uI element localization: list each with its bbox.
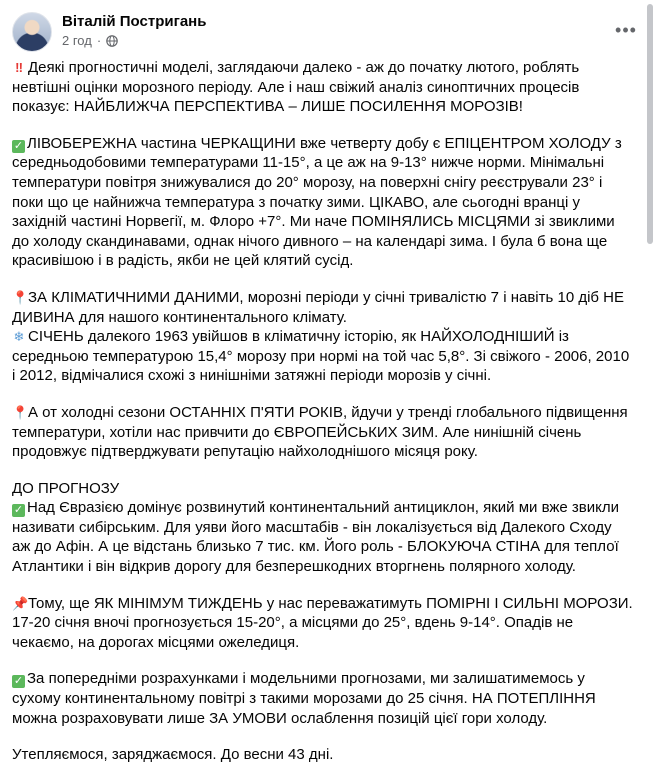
- paragraph-text: Утепляємося, заряджаємося. До весни 43 дні.: [12, 746, 334, 764]
- round-pin-icon: 📍: [12, 404, 29, 420]
- avatar[interactable]: [12, 12, 52, 52]
- check-mark-icon: ✓: [13, 139, 24, 152]
- more-options-icon[interactable]: •••: [615, 19, 637, 40]
- post-paragraph: [12, 134, 634, 271]
- check-mark-icon: ✓: [13, 675, 24, 688]
- snowflake-icon: ❄: [13, 329, 25, 345]
- post-meta: 2 год ·: [62, 33, 118, 48]
- post-paragraph: [12, 498, 634, 576]
- round-pin-icon: 📍: [12, 289, 29, 305]
- paragraph-text: Тому, ще ЯК МІНІМУМ ТИЖДЕНЬ у нас переважатимуть ПОМІРНІ І СИЛЬНІ МОРОЗИ. 17-20 січня вночі прогнозується 15-20°, а місцями до 25°, вдень 9-14°. Опадів не чекаємо, на дорогах місцями ожеледиця.: [12, 594, 633, 651]
- post-paragraph: [12, 288, 634, 327]
- post-paragraph: [12, 594, 634, 653]
- paragraph-text: За попередніми розрахунками і модельними прогнозами, ми залишатимемось у сухому континентальному повітрі з такими морозами до 25 січня. НА ПОТЕПЛІННЯ можна розраховувати лише ЗА УМОВИ ослаблення позицій цієї гори холоду.: [12, 670, 596, 727]
- post-paragraph: [12, 745, 634, 765]
- author-name[interactable]: Віталій Постригань: [62, 13, 207, 30]
- post-paragraph: [12, 403, 634, 462]
- check-mark-icon: ✓: [13, 504, 24, 517]
- double-exclamation-icon: ‼: [15, 60, 23, 75]
- paragraph-text: ЛІВОБЕРЕЖНА частина ЧЕРКАЩИНИ вже четверту добу є ЕПІЦЕНТРОМ ХОЛОДУ з середньодобовими температурами 11-15°, а це аж на 9-13° нижче норми. Мінімальні температури повітря знижувалися до 20° морозу, на поверхні снігу реєстрували 23° і поки що це найнижча температура з початку зими. ЦІКАВО, але сьогодні вранці у західній частині Норвегії, м. Флоро +7°. Ми наче ПОМІНЯЛИСЬ МІСЦЯМИ зі звиклими до холоду скандинавами, однак нічого дивного – на календарі зима. І була б вона ще красивішою і в радість, якби не цей клятий сусід.: [12, 134, 622, 270]
- paragraph-text: ЗА КЛІМАТИЧНИМИ ДАНИМИ, морозні періоди у січні тривалістю 7 і навіть 10 діб НЕ ДИВИНА для нашого континентального клімату.: [12, 288, 625, 326]
- post-time[interactable]: 2 год: [62, 33, 92, 48]
- post-paragraph: [12, 669, 634, 728]
- paragraph-text: А от холодні сезони ОСТАННІХ П'ЯТИ РОКІВ, йдучи у тренді глобального підвищення температури, хотіли нас привчити до ЄВРОПЕЙСЬКИХ ЗИМ. Але нинішній січень продовжує підтверджувати репутацію найхолоднішого місяця року.: [12, 403, 628, 461]
- scrollbar[interactable]: [647, 4, 653, 244]
- pushpin-icon: 📌: [12, 595, 29, 611]
- paragraph-text: Над Євразією домінує розвинутий континентальний антициклон, який ми вже звикли називати сибірським. Для уяви його масштабів - він локалізується від Далекого Сходу аж до Афін. А це відстань близько 7 тис. км. Його роль - БЛОКУЮЧА СТІНА для теплої Атлантики і він відкрив дорогу для безперешкодних вторгнень полярного холоду.: [12, 499, 620, 576]
- globe-icon[interactable]: [106, 35, 118, 47]
- post-body: [12, 58, 634, 782]
- post-paragraph: [12, 479, 634, 499]
- paragraph-text: ДО ПРОГНОЗУ: [12, 479, 120, 497]
- paragraph-text: Деякі прогностичні моделі, заглядаючи далеко - аж до початку лютого, роблять невтішні оцінки морозного періоду. Але і наш свіжий аналіз синоптичних процесів показує: НАЙБЛИЖЧА ПЕРСПЕКТИВА – ЛИШЕ ПОСИЛЕННЯ МОРОЗІВ!: [12, 59, 580, 116]
- post-paragraph: [12, 58, 634, 117]
- post-paragraph: [12, 327, 634, 386]
- paragraph-text: СІЧЕНЬ далекого 1963 увійшов в кліматичну історію, як НАЙХОЛОДНІШИЙ із середньою температурою 15,4° морозу при нормі на той час 5,8°. Зі свіжого - 2006, 2010 і 2012, відмічалися схожі з нинішніми затяжні періоди морозів у січні.: [12, 328, 630, 385]
- post-header: [12, 12, 642, 56]
